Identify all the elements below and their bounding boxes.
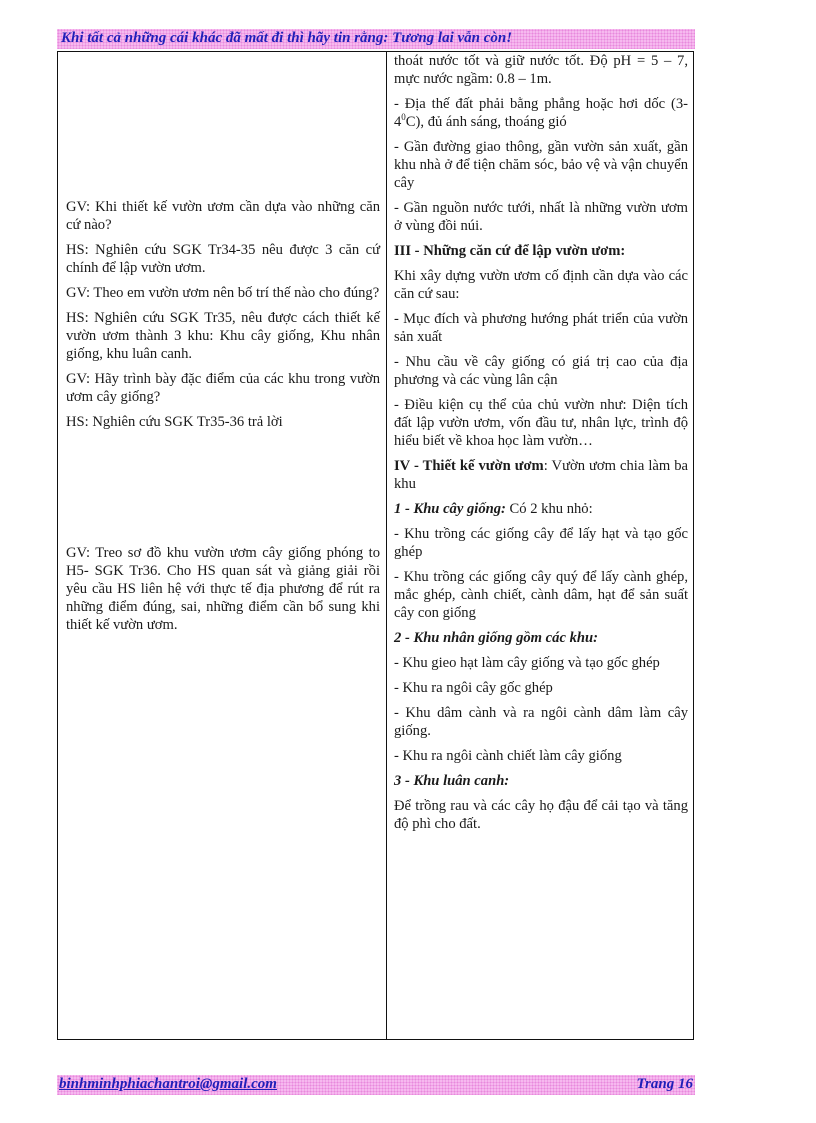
content-table: [57, 51, 694, 1040]
activity-block-2: [66, 544, 380, 641]
activity-line: GV: Khi thiết kế vườn ươm cần dựa vào những căn cứ nào?: [66, 199, 380, 233]
subsection-1: [394, 500, 688, 518]
content-paragraph: - Mục đích và phương hướng phát triển của vườn sản xuất: [394, 311, 688, 345]
section-heading-iv-rest: : Vườn ươm chia làm ba khu: [394, 458, 688, 492]
header-band: [57, 29, 695, 49]
content-paragraph: [394, 95, 688, 131]
activity-line: GV: Treo sơ đồ khu vườn ươm cây giống phóng to H5- SGK Tr36. Cho HS quan sát và giảng giải rồi yêu cầu HS liên hệ với thực tế địa phương để rút ra những điểm đúng, sai, những điểm cần bổ sung khi thiết kế vườn ươm.: [66, 545, 380, 633]
content-text: - Địa thế đất phải bằng phẳng hoặc hơi dốc (3-4: [394, 96, 688, 130]
activity-line: HS: Nghiên cứu SGK Tr35, nêu được cách thiết kế vườn ươm thành 3 khu: Khu cây giống, Khu nhân giống, khu luân canh.: [66, 310, 380, 362]
lesson-content-column: [394, 52, 688, 840]
content-paragraph: Để trồng rau và các cây họ đậu để cải tạo và tăng độ phì cho đất.: [394, 798, 688, 832]
content-paragraph: - Gần nguồn nước tưới, nhất là những vườn ươm ở vùng đồi núi.: [394, 200, 688, 234]
section-heading-iv: [394, 457, 688, 493]
degree-superscript: 0: [401, 112, 406, 123]
subsection-2-title: 2 - Khu nhân giống gồm các khu:: [394, 630, 598, 646]
content-text: C), đủ ánh sáng, thoáng gió: [405, 114, 567, 130]
content-paragraph: - Gần đường giao thông, gần vườn sản xuất, gần khu nhà ở để tiện chăm sóc, bảo vệ và vận chuyển cây: [394, 139, 688, 191]
content-paragraph: thoát nước tốt và giữ nước tốt. Độ pH = 5 – 7, mực nước ngầm: 0.8 – 1m.: [394, 53, 688, 87]
activity-line: HS: Nghiên cứu SGK Tr35-36 trả lời: [66, 414, 283, 430]
activity-line: GV: Hãy trình bày đặc điểm của các khu trong vườn ươm cây giống?: [66, 371, 380, 405]
content-paragraph: - Khu ra ngôi cây gốc ghép: [394, 680, 553, 696]
header-title: Khi tất cả những cái khác đã mất đi thì hãy tin rằng: Tương lai vẫn còn!: [61, 30, 513, 46]
footer-email-link[interactable]: binhminhphiachantroi@gmail.com: [59, 1076, 277, 1092]
subsection-1-title: 1 - Khu cây giống:: [394, 501, 506, 517]
content-paragraph: Khi xây dựng vườn ươm cố định cần dựa vào các căn cứ sau:: [394, 268, 688, 302]
content-paragraph: - Khu dâm cành và ra ngôi cành dâm làm cây giống.: [394, 705, 688, 739]
content-paragraph: - Khu trồng các giống cây quý để lấy cành ghép, mắc ghép, cành chiết, cành dâm, hạt để sản suất cây con giống: [394, 569, 688, 621]
content-paragraph: - Khu gieo hạt làm cây giống và tạo gốc ghép: [394, 655, 660, 671]
column-divider: [386, 52, 387, 1039]
content-paragraph: - Điều kiện cụ thể của chủ vườn như: Diện tích đất lập vườn ươm, vốn đầu tư, nhân lực, trình độ hiểu biết về khoa học làm vườn…: [394, 397, 688, 449]
activity-block-1: [66, 198, 380, 438]
subsection-1-rest: Có 2 khu nhỏ:: [505, 501, 593, 517]
activity-line: GV: Theo em vườn ươm nên bố trí thế nào cho đúng?: [66, 285, 380, 301]
section-heading-iv-title: IV - Thiết kế vườn ươm: [394, 458, 544, 474]
content-paragraph: - Khu trồng các giống cây để lấy hạt và tạo gốc ghép: [394, 526, 688, 560]
subsection-3-title: 3 - Khu luân canh:: [394, 773, 510, 789]
content-paragraph: - Nhu cầu về cây giống có giá trị cao của địa phương và các vùng lân cận: [394, 354, 688, 388]
section-heading-iii: III - Những căn cứ để lập vườn ươm:: [394, 243, 626, 259]
footer-band: [57, 1075, 695, 1095]
footer-page-number: Trang 16: [636, 1076, 693, 1092]
activity-line: HS: Nghiên cứu SGK Tr34-35 nêu được 3 căn cứ chính để lập vườn ươm.: [66, 242, 380, 276]
content-paragraph: - Khu ra ngôi cành chiết làm cây giống: [394, 748, 622, 764]
